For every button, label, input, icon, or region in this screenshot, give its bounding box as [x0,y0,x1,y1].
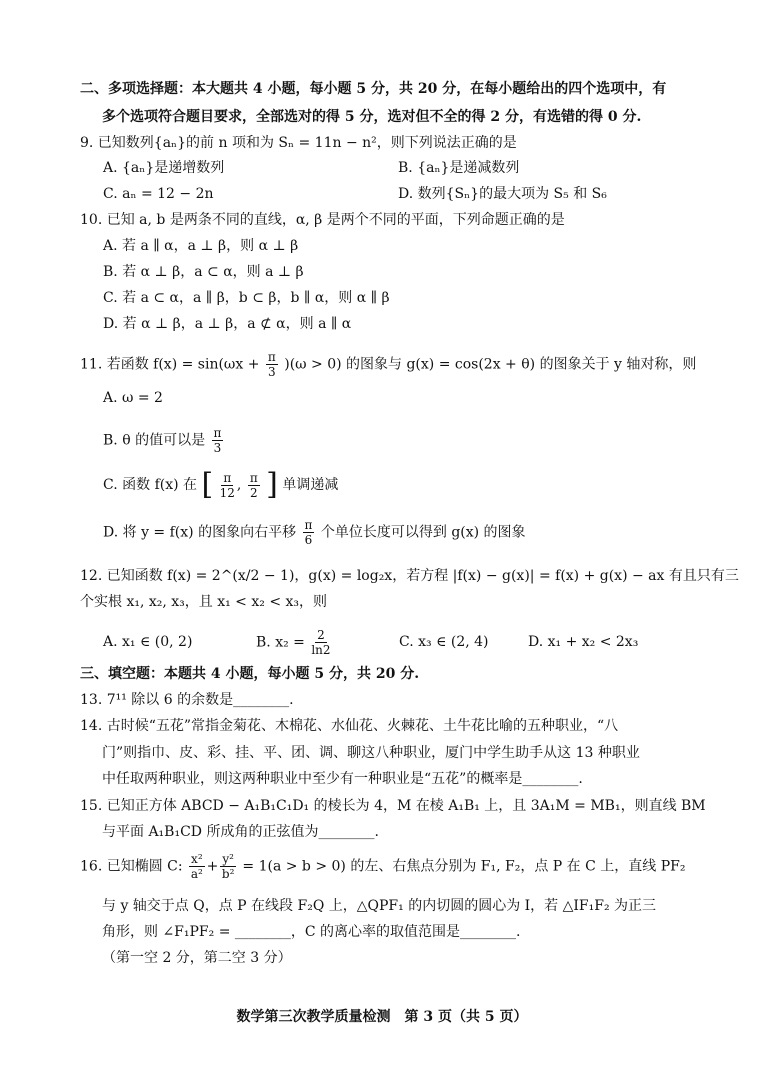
q11-stem [80,350,696,379]
q11-option-c-fraction-2 [248,471,260,500]
q16-f2-top: y² [222,852,234,866]
section2-heading-line1: 二、多项选择题：本大题共 4 小题，每小题 5 分，共 20 分，在每小题给出的四个选项中，有 [80,81,667,97]
q11-option-c-pre: C. 函数 f(x) 在 [103,477,198,493]
q9-stem: 9. 已知数列{aₙ}的前 n 项和为 Sₙ = 11n − n²，则下列说法正确的是 [80,135,517,151]
q14-line3: 中任取两种职业，则这两种职业中至少有一种职业是“五花”的概率是________. [102,771,583,787]
q16-line1 [80,852,685,881]
q9-option-b: B. {aₙ}是递减数列 [398,160,520,176]
q15-line2: 与平面 A₁B₁CD 所成角的正弦值为________. [102,824,379,840]
q10-option-c: C. 若 a ⊂ α，a ∥ β，b ⊂ β，b ∥ α，则 α ∥ β [103,290,390,306]
q11-option-d-post: 个单位长度可以得到 g(x) 的图象 [320,524,526,541]
q16-line1-post: = 1(a > b > 0) 的左、右焦点分别为 F₁, F₂，点 P 在 C 上，直线 PF₂ [242,858,686,875]
q12-stem-line1: 12. 已知函数 f(x) = 2^(x/2 − 1)，g(x) = log₂x，若方程 |f(x) − g(x)| = f(x) + g(x) − ax 有且只有三 [80,568,739,584]
q16-f1-bot: a² [190,867,203,881]
q11-option-c-f2-bot: 2 [249,485,258,500]
q14-line1: 14. 古时候“五花”常指金菊花、木棉花、水仙花、火棘花、土牛花比喻的五种职业，“八 [80,718,619,734]
q12-options [0,628,764,656]
page-footer: 数学第三次教学质量检测 第 3 页（共 5 页） [236,1009,528,1025]
q11-option-c-f1-top: π [223,470,232,485]
q11-option-b-pre: B. θ 的值可以是 [103,432,206,449]
q11-option-d-fraction [303,518,315,547]
q11-option-d [103,518,526,547]
q11-option-c-post: 单调递减 [282,477,339,493]
q11-option-c: C. 函数 f(x) 在 [ $\frac{\pi}{12}$ , $\frac{\pi}{2}$ ] 单调递减 [103,467,339,502]
q10-stem: 10. 已知 a, b 是两条不同的直线，α, β 是两个不同的平面，下列命题正确的是 [80,212,565,228]
left-bracket-icon: [ [201,467,214,502]
q16-line3: 角形，则 ∠F₁PF₂ = ________，C 的离心率的取值范围是________. [102,924,521,940]
q12-option-d: D. x₁ + x₂ < 2x₃ [528,634,639,650]
q14-line2: 门”则指巾、皮、彩、挂、平、团、调、聊这八种职业，厦门中学生助手从这 13 种职业 [102,745,640,761]
q11-option-c-f1-bot: 12 [219,485,235,500]
q12-option-b-fraction [311,628,330,657]
q11-option-c-fraction-1 [220,471,235,500]
q16-plus: + [206,858,219,875]
q16-fraction-y [220,852,236,881]
q11-option-b [103,426,225,455]
q11-stem-frac-bot: 3 [268,365,276,379]
q16-fraction-x [189,852,205,881]
q11-option-d-pre: D. 将 y = f(x) 的图象向右平移 [103,524,297,541]
q12-option-b-frac-top: 2 [317,628,325,642]
q9-option-c: C. aₙ = 12 − 2n [103,186,214,202]
q11-stem-frac-top: π [267,350,276,364]
q11-option-b-frac-top: π [213,426,222,440]
q11-stem-post: )(ω > 0) 的图象与 g(x) = cos(2x + θ) 的图象关于 y 轴对称，则 [284,356,697,373]
q11-option-c-f2-top: π [249,470,258,485]
section3-heading: 三、填空题：本题共 4 小题，每小题 5 分，共 20 分. [80,666,420,682]
q12-option-b [256,628,333,657]
q10-option-d: D. 若 α ⊥ β，a ⊥ β，a ⊄ α，则 a ∥ α [103,316,352,332]
q10-option-a: A. 若 a ∥ α，a ⊥ β，则 α ⊥ β [103,238,299,254]
q11-option-d-frac-bot: 6 [304,533,313,547]
q16-line2: 与 y 轴交于点 Q，点 P 在线段 F₂Q 上，△QPF₁ 的内切圆的圆心为 I，若 △IF₁F₂ 为正三 [102,898,657,914]
q16-line1-pre: 16. 已知椭圆 C: [80,858,183,875]
q11-option-b-fraction [212,426,224,455]
q11-option-b-frac-bot: 3 [213,441,222,455]
q12-option-b-frac-bot: ln2 [311,643,331,657]
q12-option-a: A. x₁ ∈ (0, 2) [103,634,193,650]
q16-f2-bot: b² [221,867,235,881]
q11-option-a: A. ω = 2 [103,390,163,406]
q15-line1: 15. 已知正方体 ABCD − A₁B₁C₁D₁ 的棱长为 4，M 在棱 A₁B₁ 上，且 3A₁M = MB₁，则直线 BM [80,798,706,814]
q12-option-c: C. x₃ ∈ (2, 4) [399,634,489,650]
q12-stem-line2: 个实根 x₁, x₂, x₃，且 x₁ < x₂ < x₃，则 [80,594,328,610]
right-bracket-icon: ] [266,467,278,502]
q11-stem-fraction [266,350,278,379]
q16-line4: （第一空 2 分，第二空 3 分） [102,950,292,966]
q9-option-a: A. {aₙ}是递增数列 [103,160,225,176]
q11-stem-pre: 11. 若函数 f(x) = sin(ωx + [80,356,260,373]
section2-heading-line2: 多个选项符合题目要求，全部选对的得 5 分，选对但不全的得 2 分，有选错的得 0 分. [102,109,642,125]
q10-option-b: B. 若 α ⊥ β，a ⊂ α，则 a ⊥ β [103,264,304,280]
q12-option-b-pre: B. x₂ = [256,634,305,651]
q9-option-d: D. 数列{Sₙ}的最大项为 S₅ 和 S₆ [398,186,607,202]
q13-text: 13. 7¹¹ 除以 6 的余数是________. [80,692,294,708]
q11-option-d-frac-top: π [304,518,313,532]
q16-f1-top: x² [191,852,203,866]
